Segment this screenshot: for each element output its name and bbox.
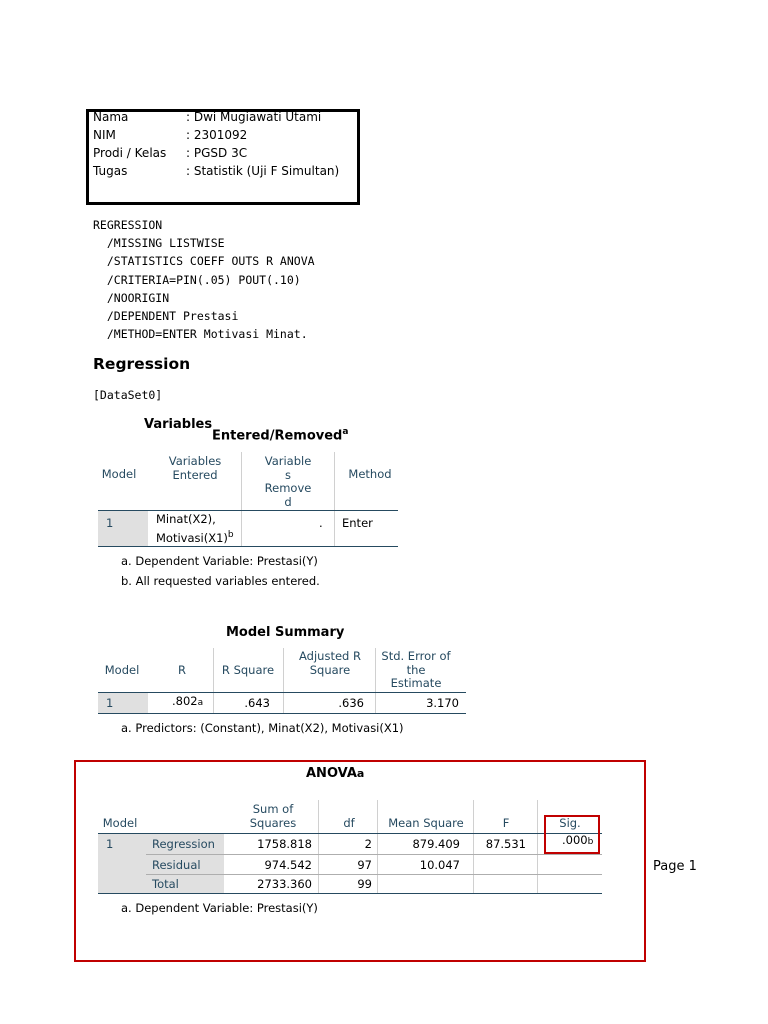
identity-value-nama: : Dwi Mugiawati Utami	[186, 110, 322, 124]
model-summary-title: Model Summary	[226, 625, 345, 640]
anova-title-sub: a	[356, 767, 365, 780]
vt-row-entered-1: Minat(X2),	[156, 512, 216, 526]
regression-syntax	[93, 216, 315, 343]
ms-header-stderr-line: the	[406, 662, 426, 677]
identity-value-prodi: : PGSD 3C	[186, 146, 248, 160]
anova-cell-df: 99	[357, 877, 372, 891]
vt-header-entered	[150, 455, 240, 482]
syntax-line: /NOORIGIN	[93, 290, 170, 305]
ms-header-stderr	[376, 650, 456, 691]
anova-row-label: Regression	[152, 837, 215, 851]
syntax-line: /DEPENDENT Prestasi	[93, 309, 239, 324]
vt-header-model: Model	[101, 467, 137, 481]
ms-row-r-value: .802	[172, 694, 198, 708]
vt-note-a	[121, 554, 318, 568]
syntax-line: /METHOD=ENTER Motivasi Minat.	[93, 327, 308, 342]
syntax-line: /CRITERIA=PIN(.05) POUT(.10)	[93, 272, 301, 287]
variables-title-part1: Variables	[144, 417, 213, 432]
vt-row-entered-2	[156, 530, 234, 545]
syntax-line: /MISSING LISTWISE	[93, 236, 225, 251]
syntax-line: /STATISTICS COEFF OUTS R ANOVA	[93, 254, 315, 269]
ms-note: a. Predictors: (Constant), Minat(X2), Motivasi(X1)	[121, 721, 404, 735]
vt-row-model: 1	[106, 516, 114, 530]
vt-header-removed	[250, 455, 326, 509]
anova-cell-ss: 1758.818	[257, 837, 312, 851]
ms-header-r: R	[178, 663, 186, 677]
anova-divider	[537, 800, 538, 894]
anova-divider	[318, 800, 319, 894]
identity-label-nama: Nama	[93, 110, 129, 124]
note-text: Dependent Variable: Prestasi(Y)	[135, 554, 318, 568]
ms-header-model: Model	[104, 663, 140, 677]
anova-note	[121, 901, 318, 915]
anova-row-rule	[146, 874, 602, 875]
anova-header-f: F	[502, 816, 510, 830]
vt-divider	[334, 452, 335, 546]
vt-bottom-rule	[98, 546, 398, 547]
vt-header-entered-line: Entered	[172, 467, 218, 482]
sig-highlight-box	[544, 815, 600, 854]
ms-row-r	[172, 694, 203, 708]
anova-title-text: ANOVA	[306, 766, 357, 781]
syntax-line: REGRESSION	[93, 218, 163, 232]
anova-cell-ms: 879.409	[412, 837, 460, 851]
note-key: b.	[121, 574, 132, 588]
ms-bottom-rule	[98, 713, 466, 714]
anova-model-number: 1	[106, 837, 114, 851]
anova-cell-ss: 974.542	[264, 858, 312, 872]
page-label: Page 1	[653, 859, 697, 874]
identity-label-tugas: Tugas	[93, 164, 128, 178]
anova-title	[306, 766, 364, 781]
variables-title-text: Entered/Removed	[212, 428, 343, 444]
note-key: a.	[121, 554, 132, 568]
vt-header-entered-line: Variables	[168, 454, 222, 468]
anova-header-model: Model	[102, 816, 138, 830]
anova-header-ss-line: Sum of	[252, 802, 294, 816]
identity-value-tugas: : Statistik (Uji F Simultan)	[186, 164, 340, 178]
ms-header-adjusted-line: Adjusted R	[299, 649, 361, 663]
note-text: All requested variables entered.	[135, 574, 320, 588]
anova-cell-f: 87.531	[485, 837, 526, 851]
vt-header-removed-line: s	[285, 467, 291, 482]
identity-label-prodi: Prodi / Kelas	[93, 146, 167, 160]
note-text: Dependent Variable: Prestasi(Y)	[135, 901, 318, 915]
anova-bottom-rule	[98, 893, 602, 894]
anova-cell-df: 97	[357, 858, 372, 872]
note-key: a.	[121, 901, 132, 915]
vt-header-removed-line: Remove	[264, 481, 312, 495]
vt-header-method: Method	[348, 467, 392, 481]
identity-label-nim: NIM	[93, 128, 116, 142]
identity-value-nim: : 2301092	[186, 128, 248, 142]
anova-header-sig: Sig.	[559, 816, 581, 830]
anova-cell-df: 2	[364, 837, 372, 851]
ms-header-stderr-line: Std. Error of	[381, 649, 451, 663]
vt-row-entered-sup: b	[227, 530, 234, 540]
anova-row-rule	[146, 854, 602, 855]
vt-row-method: Enter	[342, 516, 373, 530]
anova-header-df: df	[343, 816, 355, 830]
ms-row-stderr: 3.170	[426, 696, 459, 710]
vt-header-removed-line: Variable	[264, 454, 312, 468]
variables-title-sup: a	[342, 427, 349, 437]
anova-cell-sig-sub: b	[587, 837, 594, 847]
anova-row-label: Total	[152, 877, 179, 891]
ms-row-rsquare: .643	[244, 696, 270, 710]
anova-header-ss	[228, 803, 318, 830]
vt-note-b	[121, 574, 320, 588]
section-title: Regression	[93, 355, 191, 373]
vt-row-removed: .	[319, 516, 323, 530]
vt-row-entered-text: Motivasi(X1)	[156, 530, 228, 545]
ms-header-stderr-line: Estimate	[390, 676, 442, 690]
ms-header-rule	[98, 692, 466, 693]
ms-row-r-sub: a	[197, 698, 204, 708]
anova-row-label: Residual	[152, 858, 201, 872]
ms-header-adjusted	[284, 650, 376, 677]
dataset-label: [DataSet0]	[93, 388, 163, 402]
vt-header-removed-line: d	[284, 494, 292, 509]
anova-cell-sig-value: .000	[562, 833, 588, 847]
anova-cell-ms: 10.047	[419, 858, 460, 872]
anova-cell-ss: 2733.360	[257, 877, 312, 891]
vt-divider	[241, 452, 242, 546]
anova-header-ss-line: Squares	[249, 815, 297, 830]
ms-row-model: 1	[106, 696, 114, 710]
ms-row-adjusted: .636	[338, 696, 364, 710]
ms-header-rsquare: R Square	[221, 663, 275, 677]
anova-header-ms: Mean Square	[388, 816, 464, 830]
ms-header-adjusted-line: Square	[309, 662, 351, 677]
variables-title-part2	[212, 427, 348, 443]
